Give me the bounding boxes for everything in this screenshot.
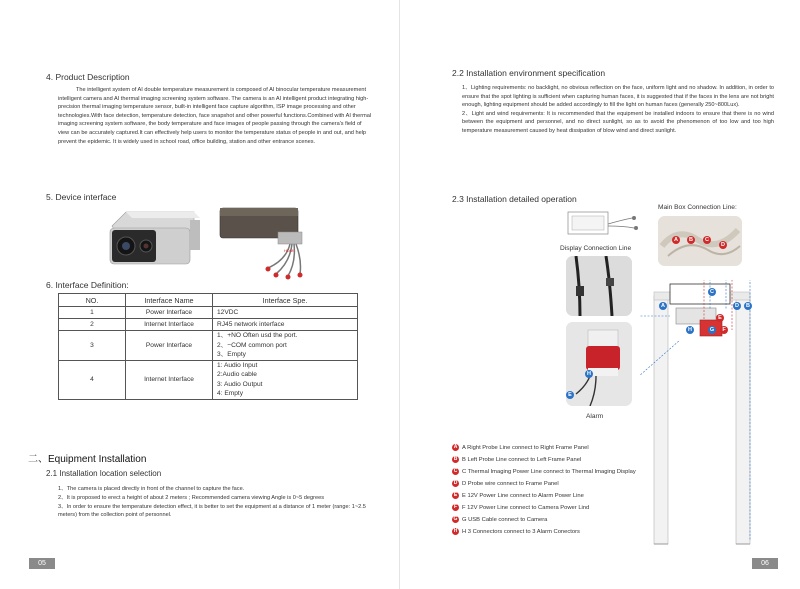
marker-g-frame: G — [709, 327, 715, 333]
section-4-title: 4. Product Description — [46, 72, 130, 82]
spec-line: 2、−COM common port — [217, 341, 287, 349]
list-item: 1、The camera is placed directly in front of the channel to capture the face. — [58, 486, 245, 492]
spec-line: 3、Empty — [217, 351, 246, 358]
list-item: 3、In order to ensure the temperature detection effect, it is better to set the equipment at a distance of 1 meter (range: 1~2.5 meters) from the collection point of personnel. — [58, 503, 366, 519]
legend-marker: G — [453, 516, 458, 522]
section-6-title: 6. Interface Definition: — [46, 280, 129, 290]
connection-legend — [452, 443, 636, 539]
legend-text: H 3 Connectors connect to 3 Alarm Conectors — [462, 529, 580, 535]
table-row — [59, 331, 358, 361]
svg-text:HDMI: HDMI — [284, 248, 295, 253]
thermal-display-sketch — [560, 206, 660, 240]
spec-line: 4: Empty — [217, 390, 244, 397]
table-cell-spec: RJ45 network interface — [213, 319, 358, 331]
legend-item — [452, 491, 636, 503]
table-cell-spec — [213, 360, 358, 399]
legend-item — [452, 527, 636, 539]
legend-text: C Thermal Imaging Power Line connect to Thermal Imaging Display — [462, 469, 636, 475]
legend-marker: H — [453, 528, 458, 534]
main-box-photo — [658, 216, 742, 266]
legend-marker: C — [453, 468, 458, 474]
marker-b: B — [687, 236, 695, 244]
section-2-2-list — [462, 84, 774, 136]
table-cell-no: 2 — [59, 319, 126, 331]
legend-marker: A — [453, 444, 458, 450]
table-row — [59, 319, 358, 331]
chapter-2-title: 二、Equipment Installation — [28, 454, 147, 465]
spec-line: 2:Audio cable — [217, 371, 257, 378]
product-description-text: The intelligent system of AI double temperature measurement is composed of AI binocular temperature measurement intelligent camera and AI thermal imaging screening system software. The camera is an AI intelligent product integrating high-precision thermal imaging temperature sensor, built-in intelligent face capture algorithm, ISP image processing and other technologies.With face detection, temperature detection, face snapshot and other powerful functions.Combined with AI thermal imaging screening system software, the body temperature and face images of people passing through the camera's field of view can be accurately captured.It can effectively help users to monitor the temperature status of people in and out, and help prevent the epidemic. It is widely used in school road, office building, station and other entrance scenes. — [58, 87, 372, 145]
table-header-cell: Interface Name — [126, 294, 213, 307]
display-connection-photo — [566, 256, 632, 316]
main-box-label: Main Box Connection Line: — [658, 204, 737, 211]
table-cell-spec: 12VDC — [213, 307, 358, 319]
marker-c: C — [703, 236, 711, 244]
section-5-title: 5. Device interface — [46, 192, 117, 202]
marker-a-frame: A — [659, 302, 667, 310]
list-item: 1、Lighting requirements: no backlight, no obvious reflection on the face, uniform light and no shadow. In addition, in order to ensure that the spot lighting is sufficient when capturing human faces, it is suggested that if the faces in the lens are not bright enough, lighting equipment should be added accordingly to fill the light on human faces (generally 250~800Lux). — [462, 85, 774, 109]
product-description — [58, 86, 372, 146]
legend-text: G USB Cable connect to Camera — [462, 517, 548, 523]
display-connection-label: Display Connection Line — [560, 245, 632, 252]
legend-item — [452, 443, 636, 455]
alarm-label: Alarm — [586, 413, 604, 420]
section-2-2-title: 2.2 Installation environment specification — [452, 68, 606, 78]
legend-marker: F — [453, 504, 458, 510]
marker-h-frame: H — [686, 326, 694, 334]
table-row — [59, 360, 358, 399]
marker-d: D — [719, 241, 727, 249]
legend-item — [452, 479, 636, 491]
legend-marker: B — [453, 456, 458, 462]
marker-f-frame: F — [720, 326, 728, 334]
walk-through-gate-diagram — [640, 280, 770, 556]
camera-rear-image — [216, 204, 316, 288]
list-item: 2、It is proposed to erect a height of about 2 meters ; Recommended camera viewing Angle is 0~5 degrees — [58, 494, 325, 501]
table-row — [59, 307, 358, 319]
marker-d-frame: D — [733, 302, 741, 310]
table-cell-no: 1 — [59, 307, 126, 319]
legend-item — [452, 515, 636, 527]
marker-h: H — [585, 370, 593, 378]
alarm-photo — [566, 322, 632, 406]
page-number-left: 05 — [29, 558, 55, 569]
table-cell-spec — [213, 331, 358, 361]
section-2-1-title: 2.1 Installation location selection — [46, 469, 162, 478]
interface-definition-table — [58, 293, 358, 400]
marker-e-frame: E — [716, 314, 724, 322]
table-header-cell: Interface Spe. — [213, 294, 358, 307]
page-number-right: 06 — [752, 558, 778, 569]
legend-item — [452, 503, 636, 515]
table-cell-no: 4 — [59, 360, 126, 399]
spec-line: 3: Audio Output — [217, 380, 263, 388]
list-item: 2、Light and wind requirements: It is recommended that the equipment be installed indoors to ensure that there is no wind between the equipment and personnel, and no direct sunlight, so as to avoid the phenomenon of too low and too high temperature measurement caused by heat dissipation of blow wind and direct sunlight. — [462, 110, 774, 134]
section-2-1-list — [58, 485, 372, 520]
marker-a: A — [672, 236, 680, 244]
legend-marker: D — [453, 480, 458, 486]
legend-text: D Probe wire connect to Frame Panel — [462, 481, 559, 487]
legend-item — [452, 467, 636, 479]
table-header-row — [59, 294, 358, 307]
table-cell-name: Power Interface — [126, 307, 213, 319]
spec-line: 1、+NO Often usd the port. — [217, 332, 298, 339]
table-cell-name: Internet Interface — [126, 319, 213, 331]
camera-front-image — [104, 206, 202, 270]
section-2-3-title: 2.3 Installation detailed operation — [452, 194, 577, 204]
legend-text: E 12V Power Line connect to Alarm Power Line — [462, 493, 584, 499]
marker-e: E — [566, 391, 574, 399]
legend-marker: E — [453, 492, 458, 498]
legend-text: F 12V Power Line connect to Camera Power Lind — [462, 505, 590, 511]
marker-c-frame: C — [708, 288, 716, 296]
marker-b-frame: B — [744, 302, 752, 310]
legend-item — [452, 455, 636, 467]
table-cell-no: 3 — [59, 331, 126, 361]
spec-line: 1: Audio Input — [217, 361, 258, 369]
legend-text: A Right Probe Line connect to Right Frame Panel — [462, 445, 589, 451]
table-cell-name: Internet Interface — [126, 360, 213, 399]
table-cell-name: Power Interface — [126, 331, 213, 361]
table-header-cell: NO. — [59, 294, 126, 307]
legend-text: B Left Probe Line connect to Left Frame Panel — [462, 457, 582, 463]
